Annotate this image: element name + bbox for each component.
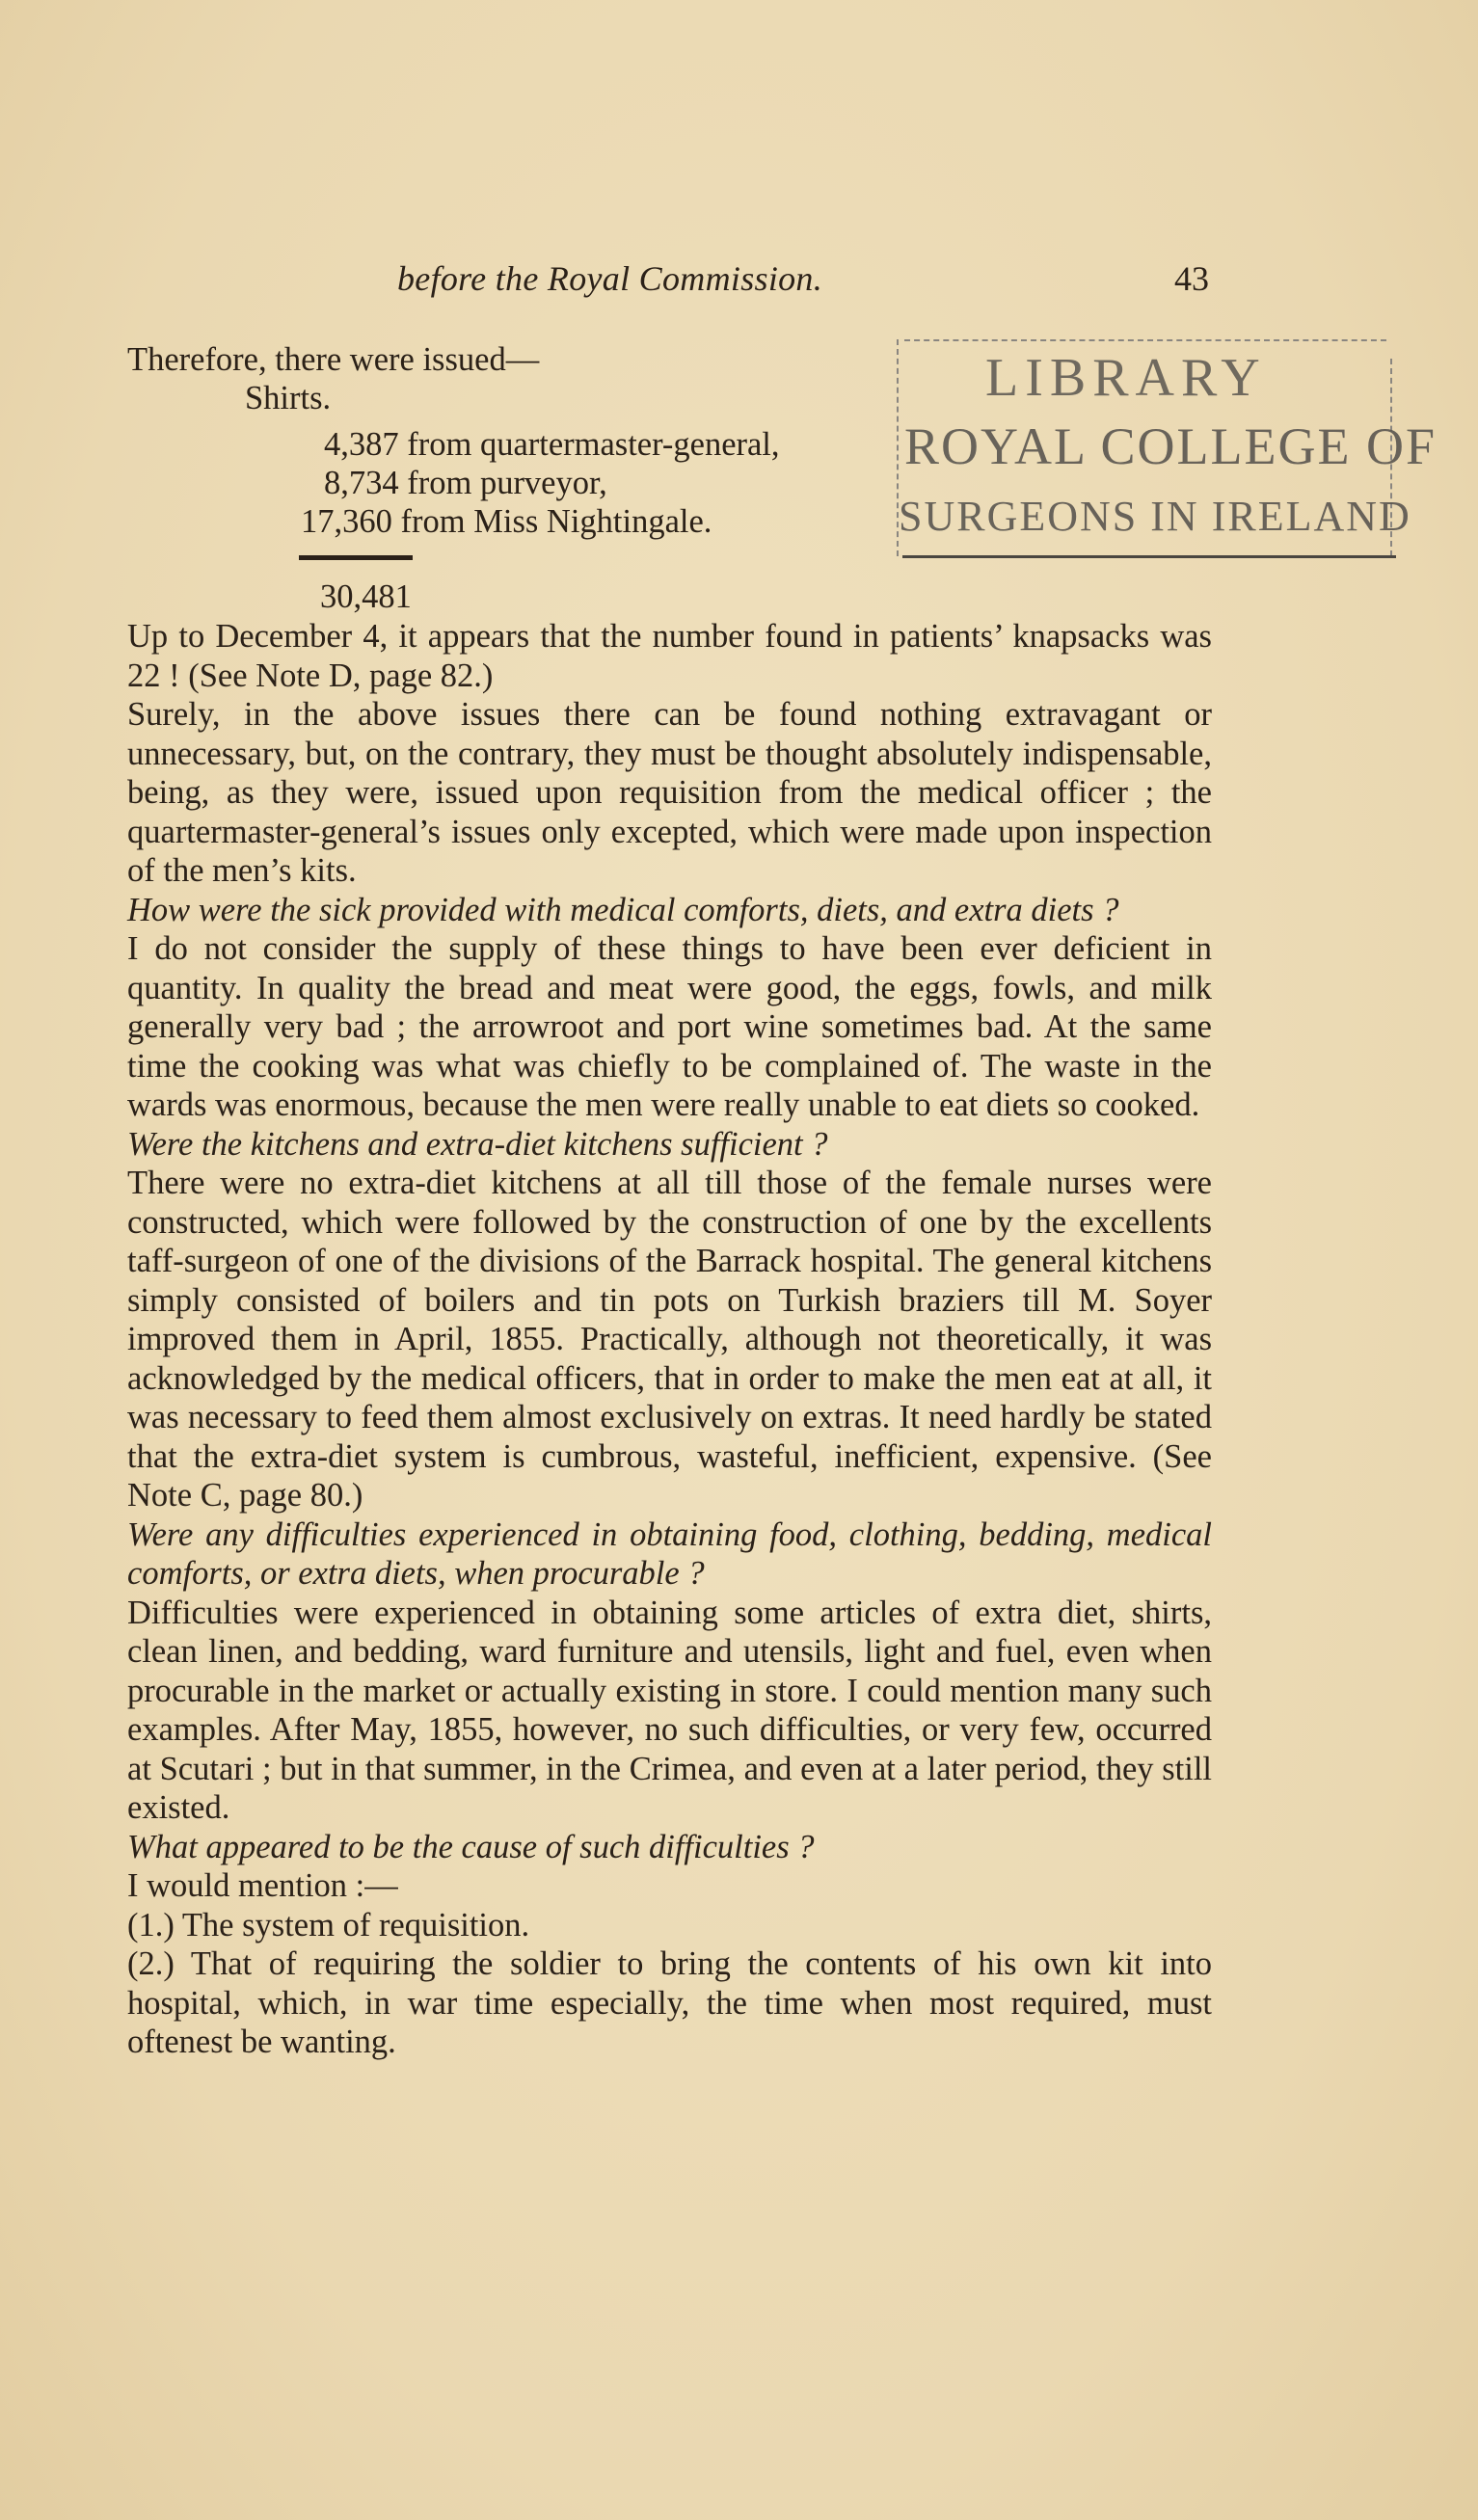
question: What appeared to be the cause of such difficulties ? <box>127 1828 815 1865</box>
paragraph: I would mention :— <box>127 1867 398 1904</box>
paragraph: There were no extra-diet kitchens at all till those of the female nurses were constructed, which were followed by the construction of one by the excellents taff-surgeon of one of the divisions of the Barrack hospital. The general kitchens simply consisted of boilers and tin pots on Turkish braziers till M. Soyer improved them in April, 1855. Practically, although not theoretically, it was acknowledged by the medical officers, that in order to make the men eat at all, it was necessary to feed them almost exclusively on extras. It need hardly be stated that the extra-diet system is cumbrous, wasteful, inefficient, expensive. (See Note C, page 80.) <box>127 1165 1212 1514</box>
stamp-line-surgeons: SURGEONS IN IRELAND <box>899 493 1411 540</box>
paragraph: Difficulties were experienced in obtaining some articles of extra diet, shirts, clean linen, and bedding, ward furniture and utensils, light and fuel, even when procurable in the market or actually existing in store. I could mention many such examples. After May, 1855, however, no such difficulties, or very few, occurred at Scutari ; but in that summer, in the Crimea, and even at a later period, they still existed. <box>127 1594 1212 1826</box>
issues-item: Shirts. <box>245 380 332 416</box>
paragraph: Up to December 4, it appears that the number found in patients’ knapsacks was 22 ! (See Note D, page 82.) <box>127 618 1212 694</box>
stamp-line-college: ROYAL COLLEGE OF <box>904 417 1437 475</box>
library-stamp <box>897 339 1437 561</box>
paragraph: Surely, in the above issues there can be found nothing extravagant or unnecessary, but, on the contrary, they must be thought absolutely indispensable, being, as they were, issued upon requisition from the medical officer ; the quartermaster-general’s issues only excepted, which were made upon inspection of the men’s kits. <box>127 696 1212 889</box>
list-item: (2.) That of requiring the soldier to bring the contents of his own kit into hospital, which, in war time especially, the time when most required, must oftenest be wanting. <box>127 1945 1212 2060</box>
issue-row: 17,360 from Miss Nightingale. <box>301 503 712 540</box>
issue-row: 8,734 from purveyor, <box>324 465 607 501</box>
body-text <box>127 617 1212 2062</box>
stamp-line-library: LIBRARY <box>985 348 1267 408</box>
list-item: (1.) The system of requisition. <box>127 1906 530 1944</box>
paragraph: I do not consider the supply of these things to have been ever deficient in quantity. In quality the bread and meat were good, the eggs, fowls, and milk generally very bad ; the arrowroot and port wine sometimes bad. At the same time the cooking was what was chiefly to be complained of. The waste in the wards was enormous, because the men were really unable to eat diets so cooked. <box>127 930 1212 1123</box>
question: Were the kitchens and extra-diet kitchens sufficient ? <box>127 1125 828 1163</box>
issues-total: 30,481 <box>320 578 412 615</box>
question: How were the sick provided with medical comforts, diets, and extra diets ? <box>127 891 1119 928</box>
sum-rule <box>299 555 413 560</box>
question: Were any difficulties experienced in obtaining food, clothing, bedding, medical comforts, or extra diets, when procurable ? <box>127 1515 1212 1592</box>
page-number: 43 <box>1174 259 1209 298</box>
issues-intro: Therefore, there were issued— <box>127 341 540 378</box>
issue-row: 4,387 from quartermaster-general, <box>324 426 780 463</box>
running-title: before the Royal Commission. <box>397 259 823 298</box>
